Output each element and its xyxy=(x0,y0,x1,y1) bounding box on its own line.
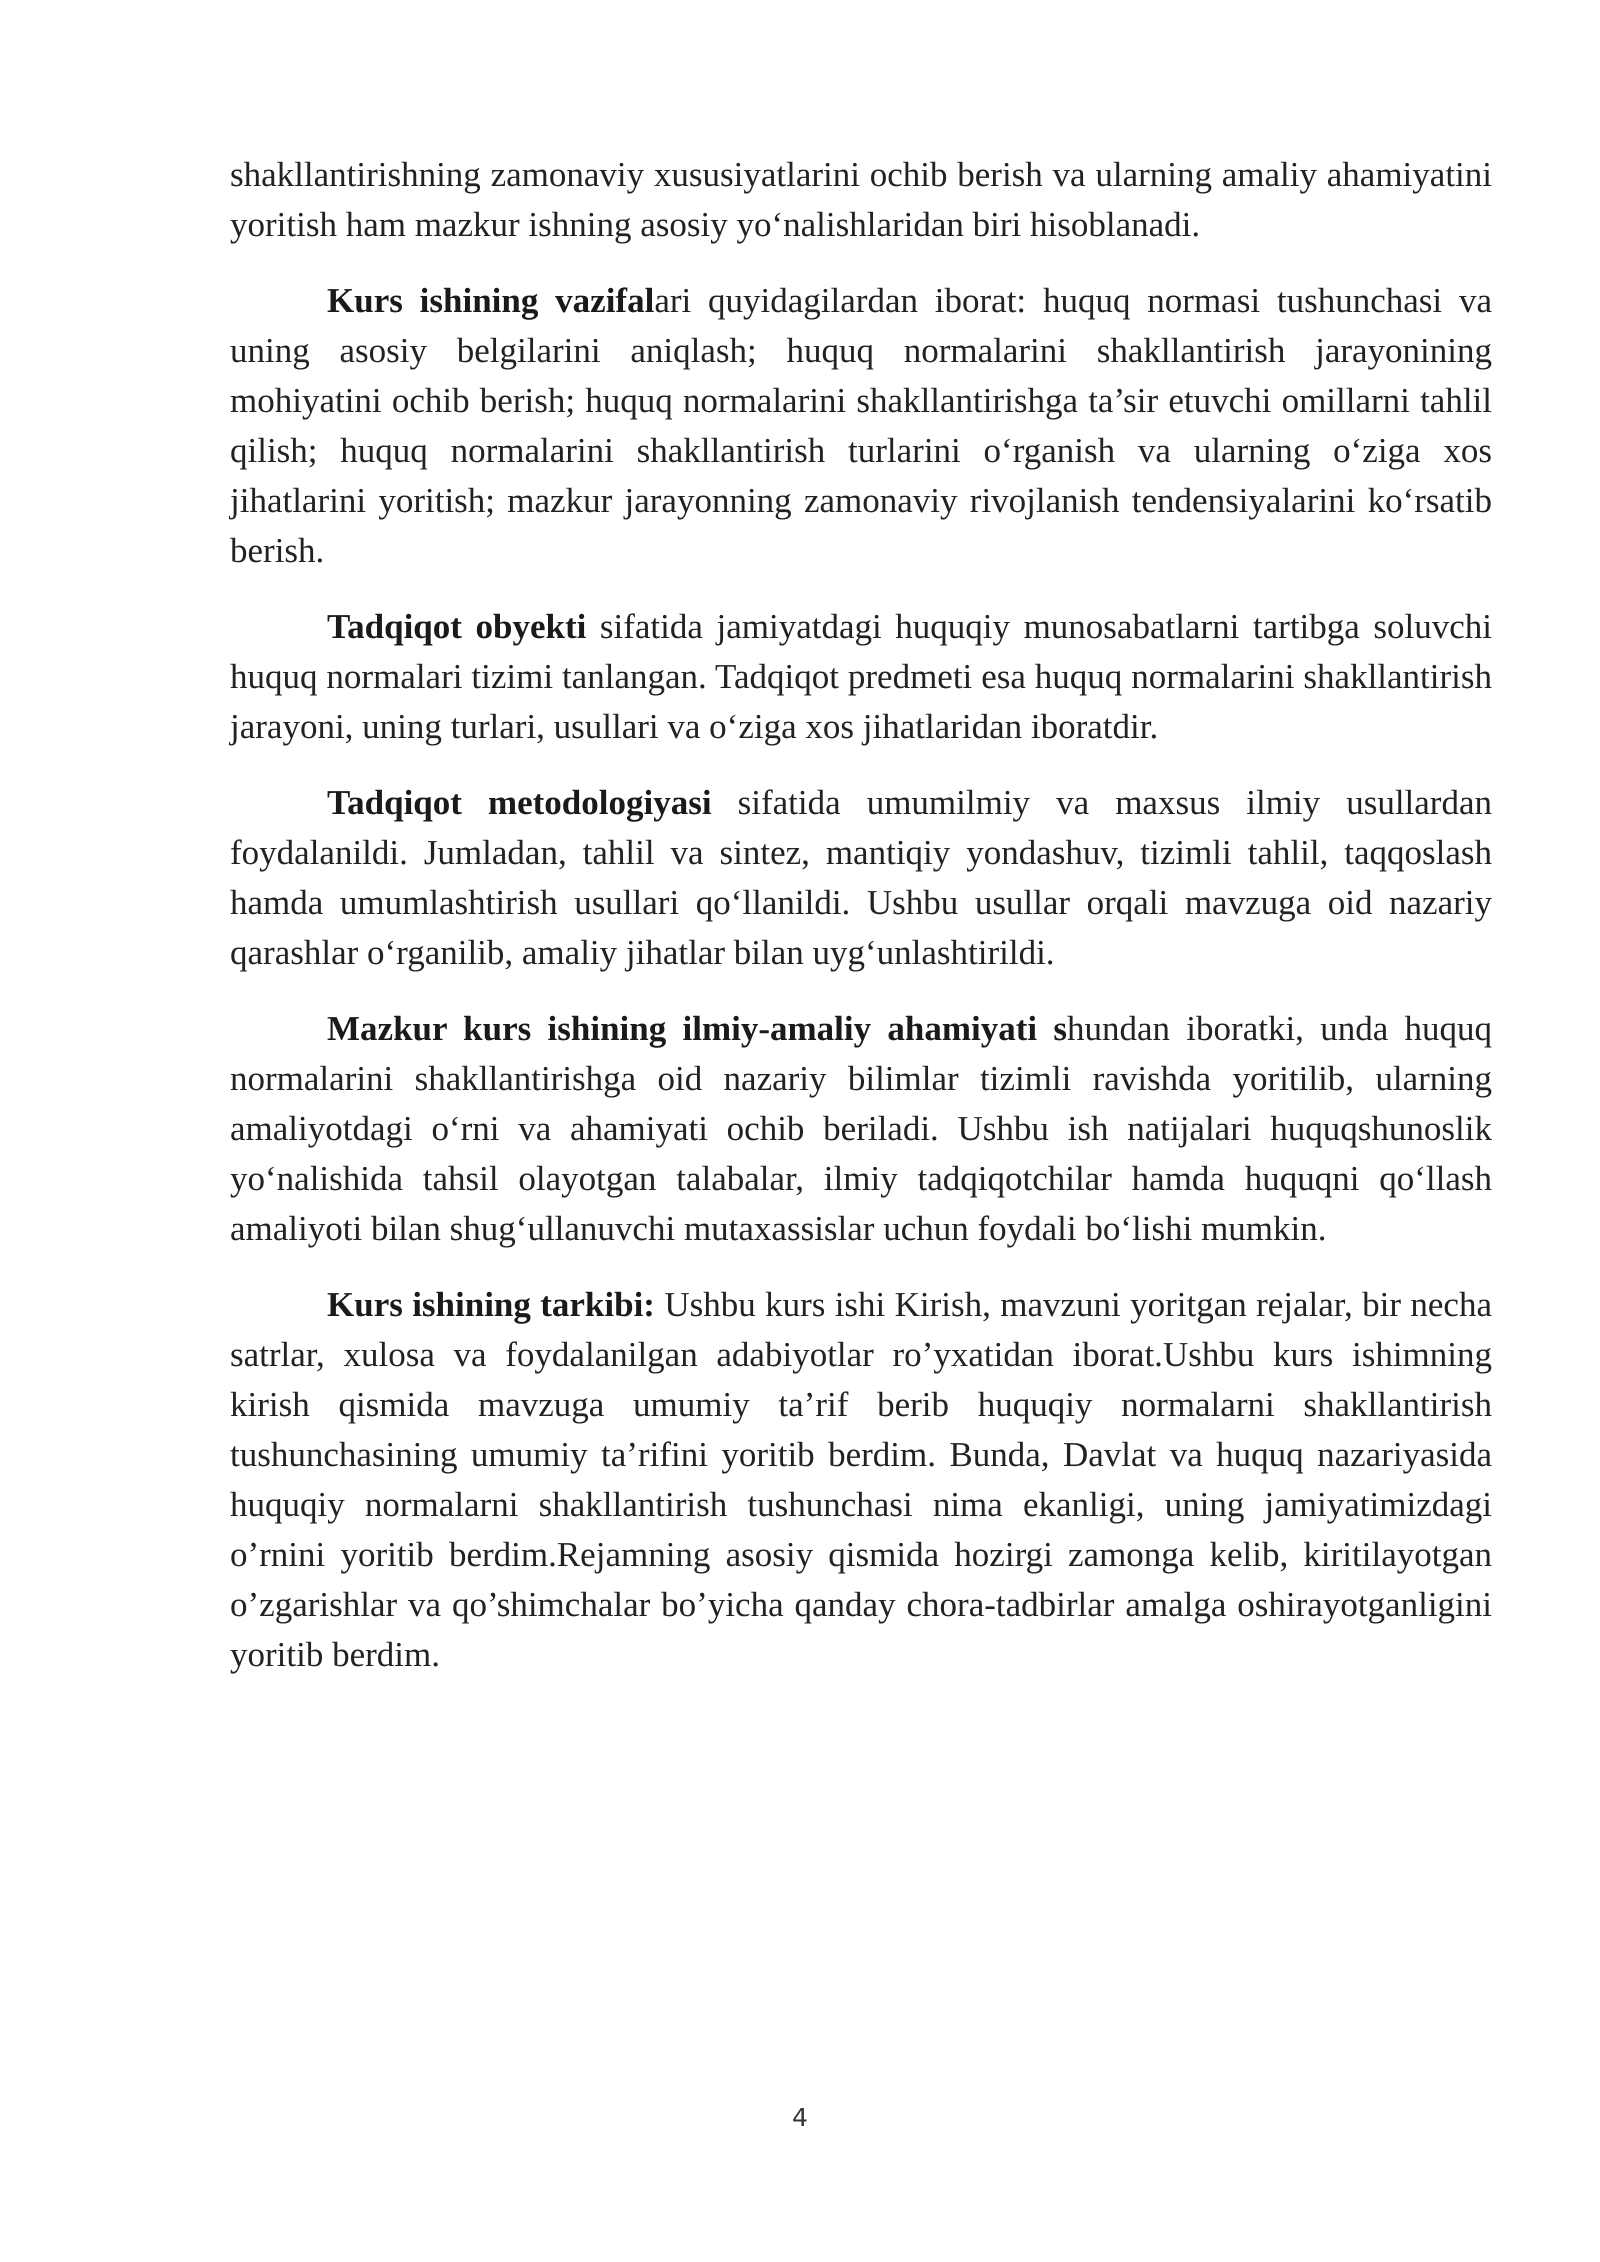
paragraph-text: sifatida umumilmiy va maxsus ilmiy usullardan foydalanildi. Jumladan, tahlil va sintez, mantiqiy yondashuv, tizimli tahlil, taqqoslash hamda umumlashtirish usullari qo‘llanildi. Ushbu usullar orqali mavzuga oid nazariy qarashlar o‘rganilib, amaliy jihatlar bilan uyg‘unlashtirildi. xyxy=(230,783,1492,972)
paragraph-bold-lead: Tadqiqot obyekti xyxy=(327,607,587,646)
paragraph-research-object xyxy=(230,602,1492,752)
paragraph-practical-significance xyxy=(230,1004,1492,1254)
paragraph-bold-lead: Mazkur kurs ishining ilmiy-amaliy ahamiyati s xyxy=(327,1009,1067,1048)
paragraph-intro-continuation xyxy=(230,150,1492,250)
paragraph-research-methodology xyxy=(230,778,1492,978)
paragraph-bold-lead: Tadqiqot metodologiyasi xyxy=(327,783,712,822)
paragraph-course-structure xyxy=(230,1280,1492,1680)
paragraph-text: shakllantirishning zamonaviy xususiyatlarini ochib berish va ularning amaliy ahamiyatini yoritish ham mazkur ishning asosiy yo‘nalishlaridan biri hisoblanadi. xyxy=(230,155,1492,244)
paragraph-bold-lead: Kurs ishining vazifal xyxy=(327,281,655,320)
paragraph-text: ari quyidagilardan iborat: huquq normasi tushunchasi va uning asosiy belgilarini aniqlash; huquq normalarini shakllantirish jarayonining mohiyatini ochib berish; huquq normalarini shakllantirishga ta’sir etuvchi omillarni tahlil qilish; huquq normalarini shakllantirish turlarini o‘rganish va ularning o‘ziga xos jihatlarini yoritish; mazkur jarayonning zamonaviy rivojlanish tendensiyalarini ko‘rsatib berish. xyxy=(230,281,1492,570)
page-body xyxy=(230,150,1492,1706)
paragraph-text: hundan iboratki, unda huquq normalarini shakllantirishga oid nazariy bilimlar tizimli ravishda yoritilib, ularning amaliyotdagi o‘rni va ahamiyati ochib beriladi. Ushbu ish natijalari huquqshunoslik yo‘nalishida tahsil olayotgan talabalar, ilmiy tadqiqotchilar hamda huquqni qo‘llash amaliyoti bilan shug‘ullanuvchi mutaxassislar uchun foydali bo‘lishi mumkin. xyxy=(230,1009,1493,1248)
paragraph-text: Ushbu kurs ishi Kirish, mavzuni yoritgan rejalar, bir necha satrlar, xulosa va foydalanilgan adabiyotlar ro’yxatidan iborat.Ushbu kurs ishimning kirish qismida mavzuga umumiy ta’rif berib huquqiy normalarni shakllantirish tushunchasining umumiy ta’rifini yoritib berdim. Bunda, Davlat va huquq nazariyasida huquqiy normalarni shakllantirish tushunchasi nima ekanligi, uning jamiyatimizdagi o’rnini yoritib berdim.Rejamning asosiy qismida hozirgi zamonga kelib, kiritilayotgan o’zgarishlar va qo’shimchalar bo’yicha qanday chora-tadbirlar amalga oshirayotganligini yoritib berdim. xyxy=(230,1285,1492,1674)
paragraph-text: sifatida jamiyatdagi huquqiy munosabatlarni tartibga soluvchi huquq normalari tizimi tanlangan. Tadqiqot predmeti esa huquq normalarini shakllantirish jarayoni, uning turlari, usullari va o‘ziga xos jihatlaridan iboratdir. xyxy=(230,607,1492,746)
paragraph-course-tasks xyxy=(230,276,1492,576)
paragraph-bold-lead: Kurs ishining tarkibi: xyxy=(327,1285,655,1324)
page-number: 4 xyxy=(792,2103,808,2132)
